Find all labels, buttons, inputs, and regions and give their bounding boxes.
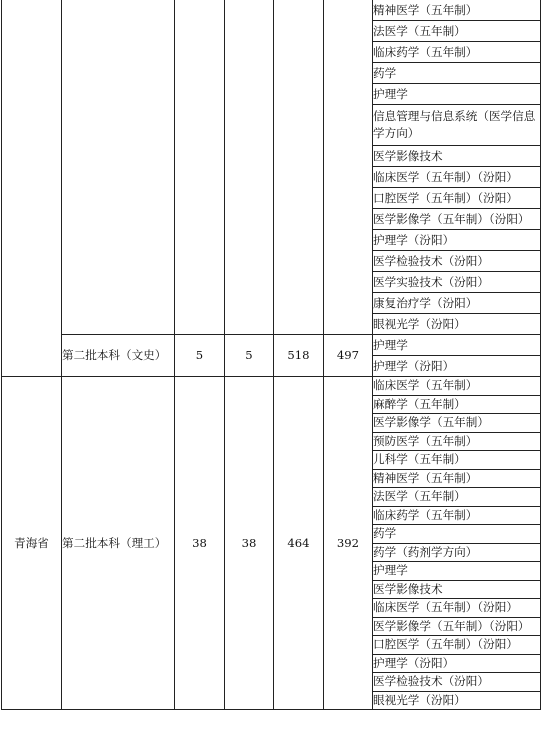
major-cell: 医学影像技术: [373, 580, 541, 599]
table-row: [2, 335, 541, 356]
major-cell: 眼视光学（汾阳）: [373, 691, 541, 710]
batch-cell: 第二批本科（文史）: [62, 335, 175, 377]
major-cell: 医学影像学（五年制）（汾阳）: [373, 617, 541, 636]
min-score-cell: [324, 0, 373, 335]
batch-cell: 第二批本科（理工）: [62, 377, 175, 710]
major-cell: 临床医学（五年制）（汾阳）: [373, 599, 541, 618]
plan-count-cell: 38: [175, 377, 225, 710]
enrolled-count-cell: 5: [225, 335, 274, 377]
major-cell: 眼视光学（汾阳）: [373, 314, 541, 335]
major-cell: 护理学（汾阳）: [373, 654, 541, 673]
major-cell: 医学影像技术: [373, 146, 541, 167]
major-cell: 医学检验技术（汾阳）: [373, 673, 541, 692]
table-row: [2, 377, 541, 396]
major-cell: 护理学: [373, 84, 541, 105]
major-cell: 预防医学（五年制）: [373, 432, 541, 451]
min-score-cell: 497: [324, 335, 373, 377]
province-cell: [2, 0, 62, 377]
province-cell: 青海省: [2, 377, 62, 710]
major-cell: 药学: [373, 63, 541, 84]
major-cell: 医学影像学（五年制）（汾阳）: [373, 209, 541, 230]
major-cell: 医学检验技术（汾阳）: [373, 251, 541, 272]
major-cell: 口腔医学（五年制）（汾阳）: [373, 636, 541, 655]
max-score-cell: [274, 0, 324, 335]
major-cell: 口腔医学（五年制）（汾阳）: [373, 188, 541, 209]
major-cell: 临床药学（五年制）: [373, 506, 541, 525]
major-cell: 医学实验技术（汾阳）: [373, 272, 541, 293]
major-cell: 药学（药剂学方向）: [373, 543, 541, 562]
major-cell: 医学影像学（五年制）: [373, 414, 541, 433]
plan-count-cell: 5: [175, 335, 225, 377]
major-cell: 护理学: [373, 335, 541, 356]
max-score-cell: 464: [274, 377, 324, 710]
table-row: [2, 0, 541, 21]
major-cell: 精神医学（五年制）: [373, 0, 541, 21]
admission-table: [1, 0, 541, 710]
batch-cell: [62, 0, 175, 335]
major-cell: 康复治疗学（汾阳）: [373, 293, 541, 314]
major-cell: 麻醉学（五年制）: [373, 395, 541, 414]
major-cell: 法医学（五年制）: [373, 488, 541, 507]
major-cell: 精神医学（五年制）: [373, 469, 541, 488]
max-score-cell: 518: [274, 335, 324, 377]
major-cell: 法医学（五年制）: [373, 21, 541, 42]
major-cell: 护理学: [373, 562, 541, 581]
major-cell: 临床药学（五年制）: [373, 42, 541, 63]
major-cell: 临床医学（五年制）（汾阳）: [373, 167, 541, 188]
enrolled-count-cell: [225, 0, 274, 335]
enrolled-count-cell: 38: [225, 377, 274, 710]
major-cell: 临床医学（五年制）: [373, 377, 541, 396]
major-cell: 儿科学（五年制）: [373, 451, 541, 470]
major-cell: 药学: [373, 525, 541, 544]
major-cell: 护理学（汾阳）: [373, 230, 541, 251]
min-score-cell: 392: [324, 377, 373, 710]
major-cell: 信息管理与信息系统（医学信息学方向）: [373, 105, 541, 146]
plan-count-cell: [175, 0, 225, 335]
major-cell: 护理学（汾阳）: [373, 356, 541, 377]
